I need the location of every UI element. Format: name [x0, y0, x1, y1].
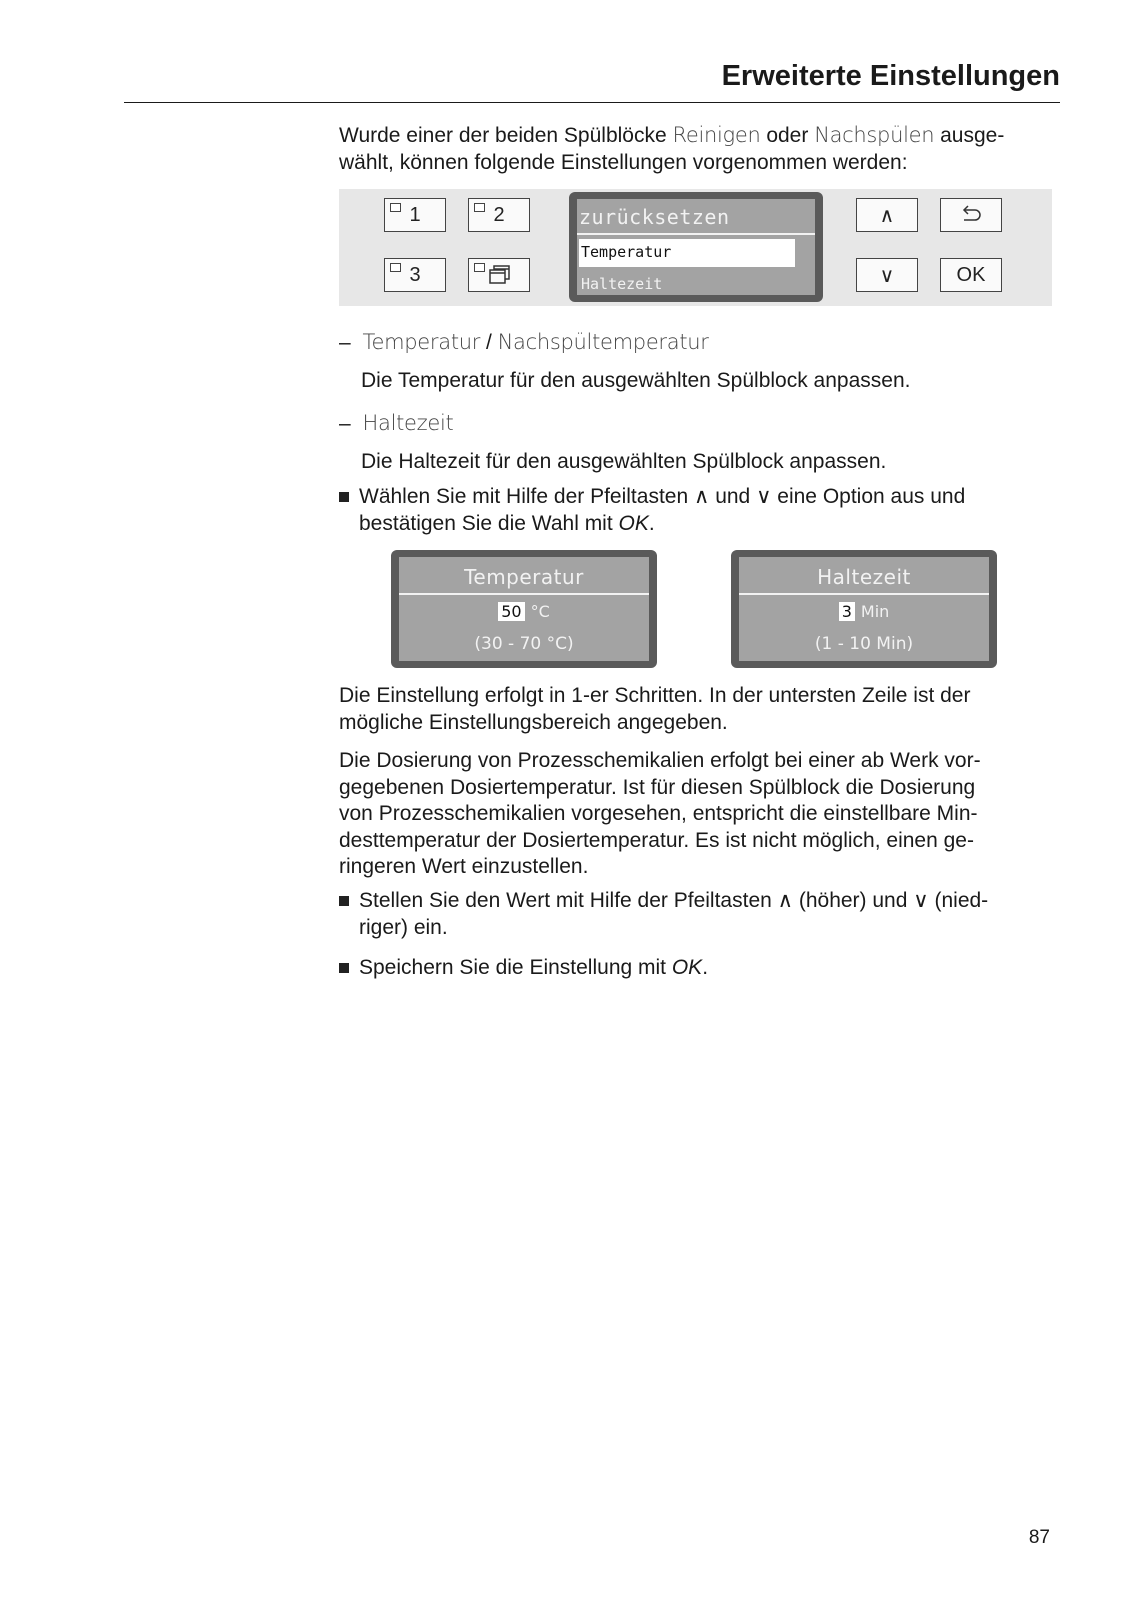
- option-temperature: – Temperatur / Nachspültemperatur: [339, 330, 709, 354]
- display-title: Haltezeit: [817, 565, 911, 589]
- option-name-temperature: Temperatur: [362, 330, 481, 354]
- step-info-paragraph: Die Einstellung erfolgt in 1-er Schritten. In der untersten Zeile ist der mögliche Einstellungsbereich angegeben.: [339, 684, 971, 734]
- temperature-display: [391, 550, 657, 668]
- ok-key: OK: [940, 258, 1002, 292]
- intro-paragraph: [339, 122, 1059, 176]
- option-holding-time-desc: Die Haltezeit für den ausgewählten Spülblock anpassen.: [361, 450, 887, 473]
- menu-display: [569, 192, 823, 302]
- program-selection-key: [468, 258, 530, 292]
- chevron-up-icon: ∧: [777, 889, 794, 912]
- display-title: zurücksetzen: [579, 205, 730, 229]
- holding-time-range: (1 - 10 Min): [814, 634, 914, 654]
- intro-line-1: Wurde einer der beiden Spülblöcke Reinigen oder Nachspülen ausge-: [339, 123, 1005, 147]
- display-selected-item: Temperatur: [579, 239, 795, 267]
- option-name-holding-time: Haltezeit: [362, 411, 454, 435]
- led-indicator: [474, 263, 485, 272]
- program-key-2: 2: [468, 198, 530, 232]
- header-rule: [124, 102, 1060, 103]
- program-key-3: 3: [384, 258, 446, 292]
- holding-time-value: 3 Min: [739, 602, 989, 621]
- chevron-up-icon: ∧: [693, 485, 710, 508]
- dosing-info-paragraph: Die Dosierung von Prozesschemikalien erfolgt bei einer ab Werk vor- gegebenen Dosiertemperatur. Ist für diesen Spülblock die Dosierung von Prozesschemikalien vorgesehen, entspricht die einstellbare Min- desttemperatur der Dosiertemperatur. Es ist nicht möglich, einen ge- ringeren Wert einzustellen.: [339, 749, 981, 878]
- chevron-down-icon: ∨: [756, 485, 772, 508]
- chevron-down-icon: ∨: [913, 889, 929, 912]
- page-title: Erweiterte Einstellungen: [721, 60, 1060, 92]
- instruction-step-select: Wählen Sie mit Hilfe der Pfeiltasten ∧ und ∨ eine Option aus und bestätigen Sie die Wahl mit OK.: [339, 484, 1059, 544]
- instruction-step-save: Speichern Sie die Einstellung mit OK.: [339, 955, 1059, 985]
- arrow-up-key: [856, 198, 918, 232]
- option-holding-time: – Haltezeit: [339, 411, 454, 435]
- program-key-1: 1: [384, 198, 446, 232]
- windows-icon: [484, 263, 514, 287]
- temperature-range: (30 - 70 °C): [474, 634, 574, 654]
- back-arrow-icon: [958, 205, 984, 225]
- arrow-down-key: [856, 258, 918, 292]
- option-name-rinse-temperature: Nachspültemperatur: [497, 330, 709, 354]
- page-number: 87: [1028, 1527, 1050, 1548]
- temperature-value: 50 °C: [399, 602, 649, 621]
- instruction-step-adjust: Stellen Sie den Wert mit Hilfe der Pfeiltasten ∧ (höher) und ∨ (nied- riger) ein.: [339, 888, 1059, 948]
- display-menu-item: Haltezeit: [581, 275, 663, 293]
- bullet-square: [339, 963, 349, 973]
- holding-time-display: [731, 550, 997, 668]
- led-indicator: [390, 263, 401, 272]
- chevron-down-icon: ∨: [879, 264, 895, 287]
- control-panel-illustration: [339, 189, 1052, 306]
- chevron-up-icon: ∧: [879, 204, 895, 227]
- led-indicator: [390, 203, 401, 212]
- display-divider: [577, 233, 815, 235]
- display-divider: [739, 593, 989, 595]
- option-nachspuelen: Nachspülen: [814, 123, 935, 147]
- display-divider: [399, 593, 649, 595]
- back-key: [940, 198, 1002, 232]
- option-reinigen: Reinigen: [672, 123, 761, 147]
- display-title: Temperatur: [464, 565, 584, 589]
- bullet-square: [339, 896, 349, 906]
- bullet-square: [339, 492, 349, 502]
- intro-line-2: wählt, können folgende Einstellungen vorgenommen werden:: [339, 150, 908, 174]
- led-indicator: [474, 203, 485, 212]
- option-temperature-desc: Die Temperatur für den ausgewählten Spülblock anpassen.: [361, 369, 911, 392]
